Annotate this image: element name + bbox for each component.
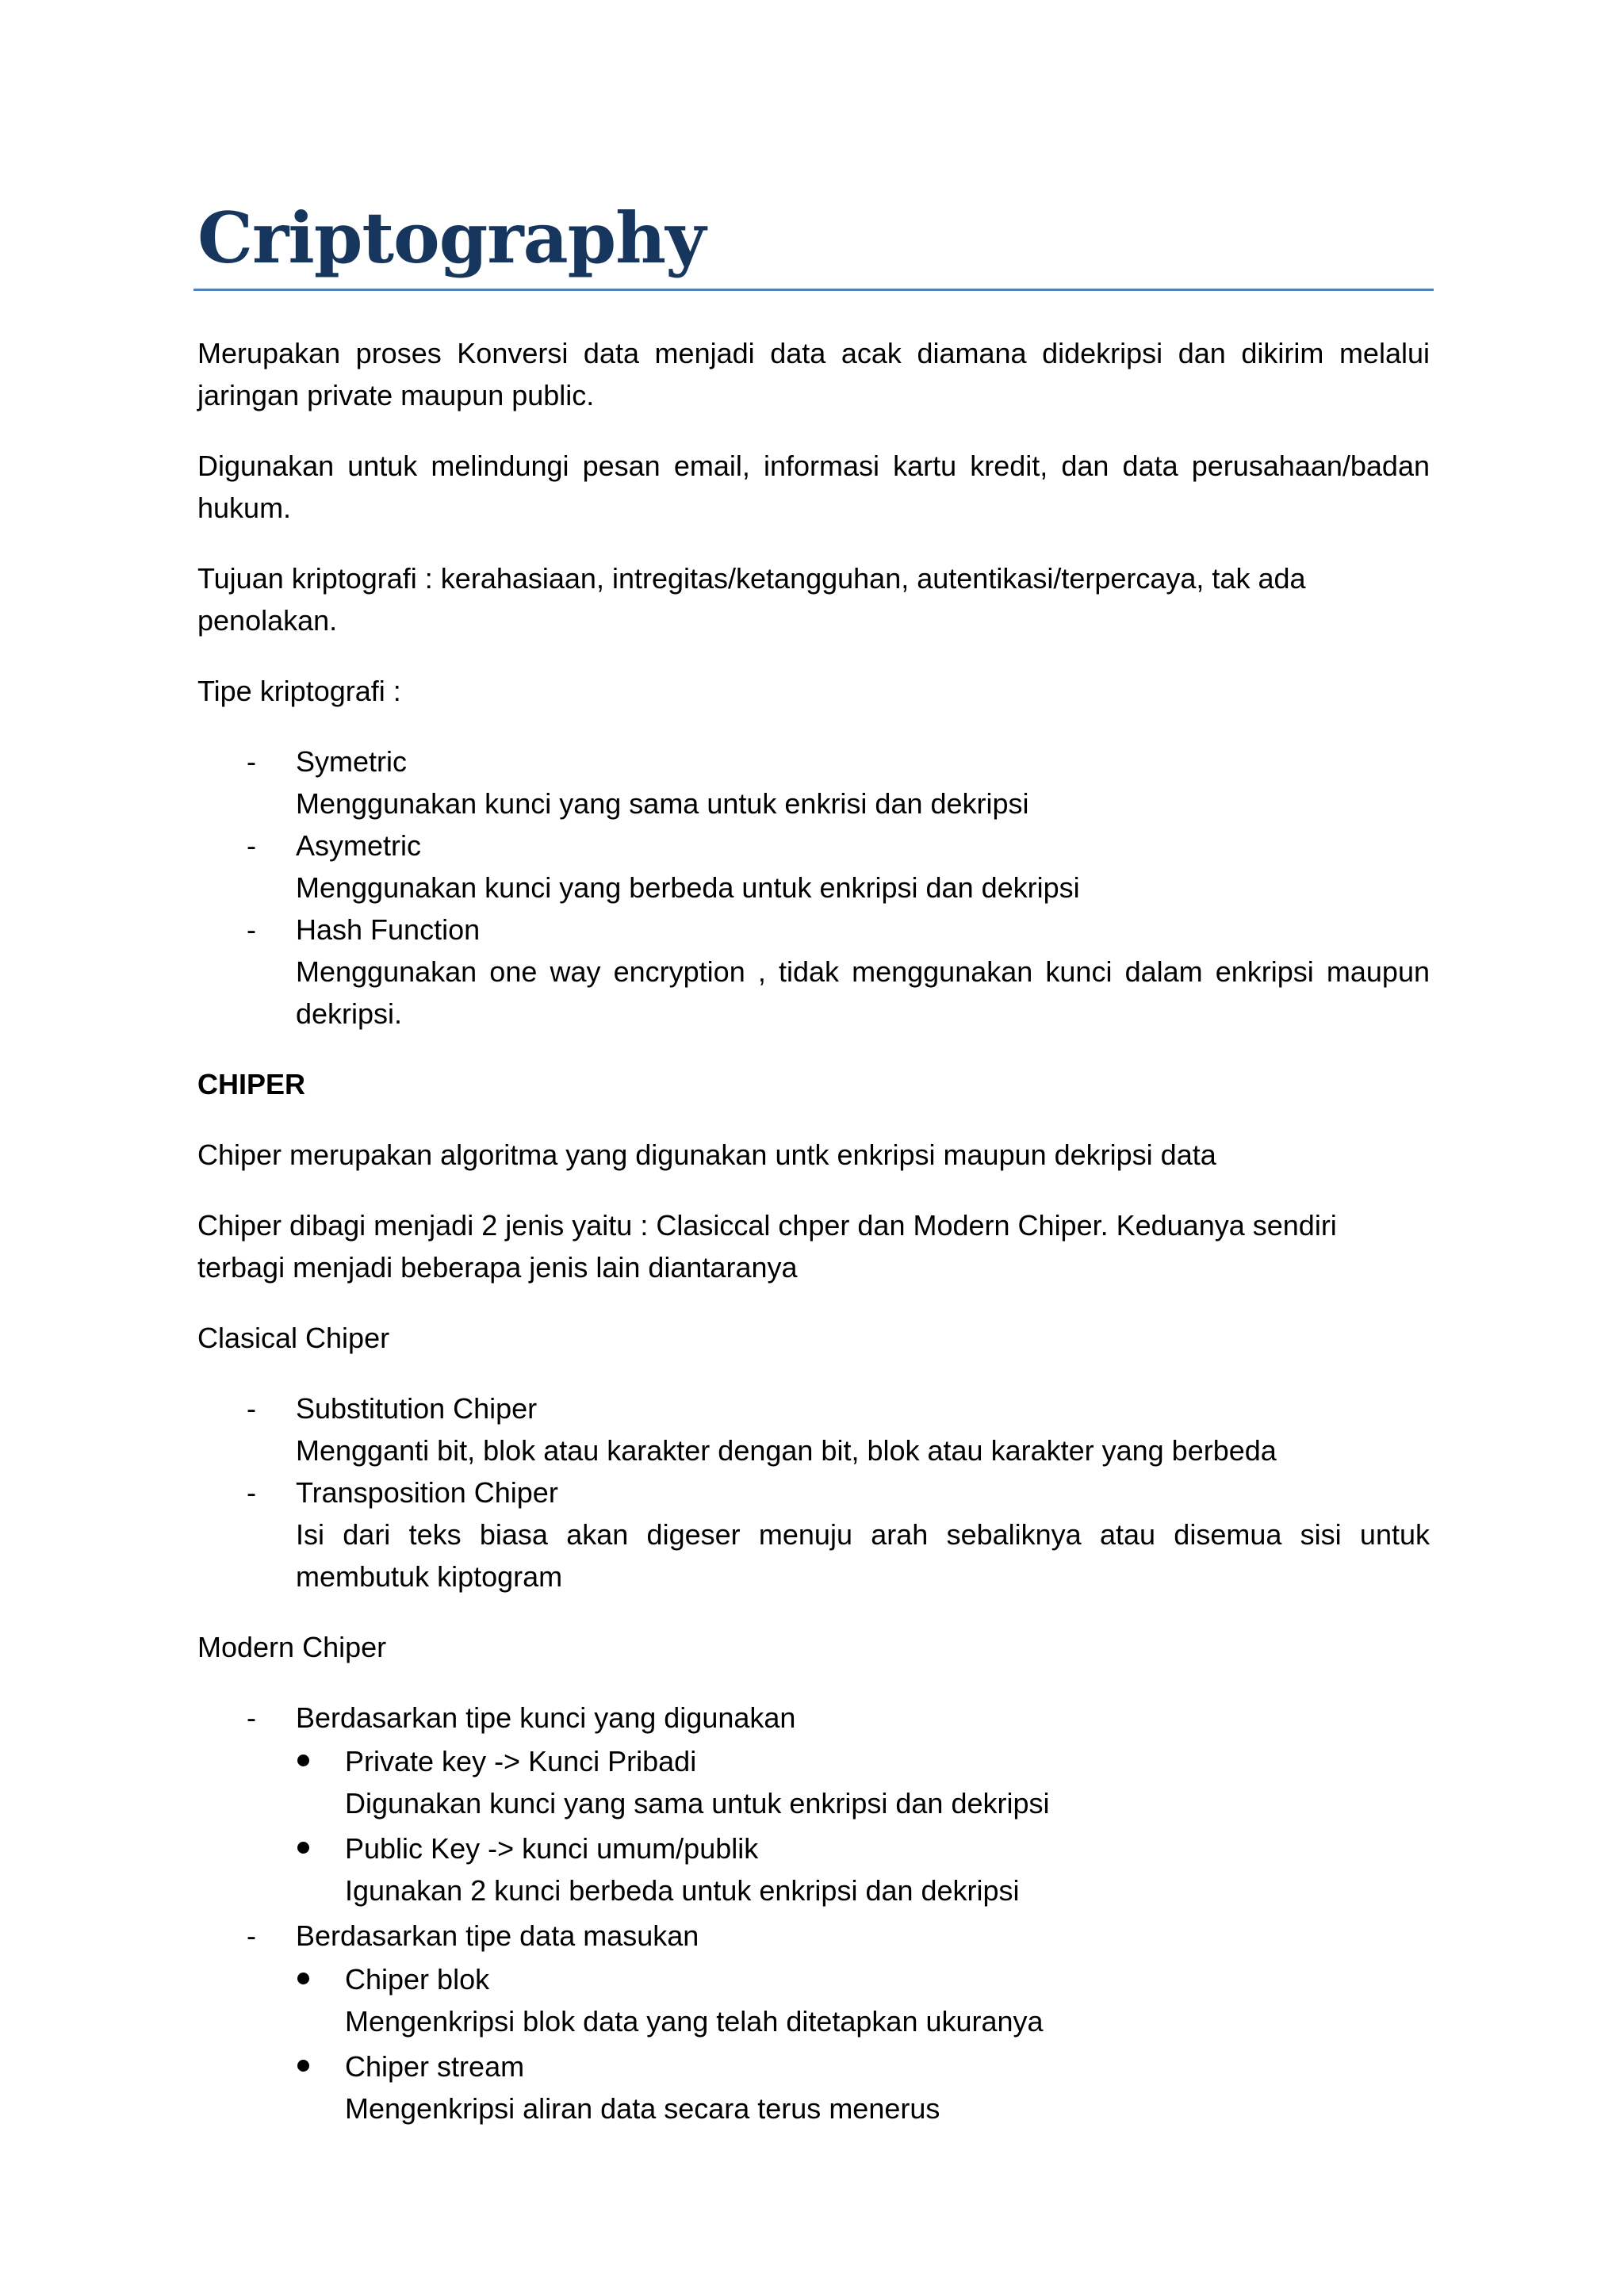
item-description: Isi dari teks biasa akan digeser menuju arah sebaliknya atau disemua sisi untuk membutuk kiptogram (296, 1518, 1430, 1593)
list-item (296, 1958, 1430, 2042)
paragraph-definition: Merupakan proses Konversi data menjadi data acak diamana didekripsi dan dikirim melalui jaringan private maupun public. (197, 337, 1430, 411)
dash-marker: - (247, 745, 256, 778)
bullet-icon (297, 1973, 309, 1984)
item-description: Menggunakan kunci yang berbeda untuk enkripsi dan dekripsi (296, 871, 1080, 904)
paragraph-goals: Tujuan kriptografi : kerahasiaan, intregitas/ketangguhan, autentikasi/terpercaya, tak ada penolakan. (197, 562, 1306, 637)
dash-marker: - (247, 1392, 256, 1425)
dash-marker: - (247, 1476, 256, 1509)
classical-chiper-label: Clasical Chiper (197, 1322, 390, 1354)
list-item (197, 1471, 1430, 1598)
bullet-icon (297, 2060, 309, 2072)
list-item (296, 2045, 1430, 2130)
list-item (197, 909, 1430, 1035)
classical-chiper-list (197, 1387, 1430, 1598)
list-item (197, 1697, 1430, 1911)
list-item (197, 825, 1430, 909)
bullet-icon (297, 1755, 309, 1766)
dash-marker: - (247, 1701, 256, 1734)
list-item (296, 1740, 1430, 1824)
dash-marker: - (247, 1919, 256, 1952)
list-item (197, 1387, 1430, 1471)
paragraph-types-intro: Tipe kriptografi : (197, 675, 401, 707)
list-item (296, 1827, 1430, 1911)
item-name: Chiper blok (345, 1963, 490, 1996)
item-description: Mengenkripsi aliran data secara terus menerus (345, 2092, 940, 2125)
item-description: Igunakan 2 kunci berbeda untuk enkripsi dan dekripsi (345, 1874, 1020, 1907)
item-description: Mengganti bit, blok atau karakter dengan bit, blok atau karakter yang berbeda (296, 1434, 1277, 1467)
document-body (197, 190, 1430, 2158)
item-name: Public Key -> kunci umum/publik (345, 1832, 759, 1865)
list-item (197, 740, 1430, 825)
item-name: Substitution Chiper (296, 1392, 538, 1425)
item-description: Digunakan kunci yang sama untuk enkripsi dan dekripsi (345, 1787, 1050, 1820)
paragraph-usage: Digunakan untuk melindungi pesan email, informasi kartu kredit, dan data perusahaan/badan hukum. (197, 450, 1430, 524)
chiper-heading: CHIPER (197, 1068, 306, 1100)
document-title: Criptography (197, 197, 706, 279)
bullet-icon (297, 1842, 309, 1854)
modern-chiper-label: Modern Chiper (197, 1631, 387, 1663)
group-name: Berdasarkan tipe kunci yang digunakan (296, 1701, 796, 1734)
item-name: Asymetric (296, 829, 422, 862)
item-name: Private key -> Kunci Pribadi (345, 1745, 697, 1777)
title-underline (193, 289, 1434, 291)
key-type-sublist (296, 1740, 1430, 1911)
modern-chiper-list (197, 1697, 1430, 2130)
item-description: Mengenkripsi blok data yang telah ditetapkan ukuranya (345, 2005, 1044, 2038)
item-description: Menggunakan kunci yang sama untuk enkrisi dan dekripsi (296, 787, 1029, 820)
paragraph-chiper-definition: Chiper merupakan algoritma yang digunakan untk enkripsi maupun dekripsi data (197, 1138, 1216, 1171)
dash-marker: - (247, 913, 256, 946)
item-name: Hash Function (296, 913, 481, 946)
item-name: Chiper stream (345, 2050, 525, 2083)
paragraph-chiper-division: Chiper dibagi menjadi 2 jenis yaitu : Clasiccal chper dan Modern Chiper. Keduanya sendiri terbagi menjadi beberapa jenis lain diantaranya (197, 1209, 1337, 1284)
group-name: Berdasarkan tipe data masukan (296, 1919, 699, 1952)
crypto-types-list (197, 740, 1430, 1035)
item-name: Symetric (296, 745, 408, 778)
dash-marker: - (247, 829, 256, 862)
input-type-sublist (296, 1958, 1430, 2130)
item-name: Transposition Chiper (296, 1476, 558, 1509)
list-item (197, 1915, 1430, 2130)
item-description: Menggunakan one way encryption , tidak menggunakan kunci dalam enkripsi maupun dekripsi. (296, 955, 1430, 1030)
